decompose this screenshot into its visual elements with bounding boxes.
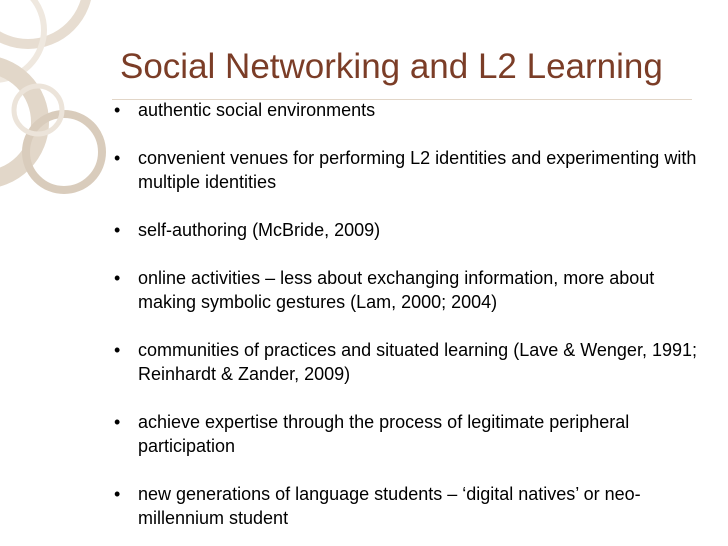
- bullet-list: [112, 98, 712, 546]
- slide-title: Social Networking and L2 Learning: [120, 47, 663, 86]
- bullet-text: convenient venues for performing L2 identities and experimenting with multiple identities: [138, 148, 697, 192]
- bullet-dot-icon: •: [114, 268, 121, 288]
- bullet-text: communities of practices and situated learning (Lave & Wenger, 1991; Reinhardt & Zander, 2009): [138, 340, 697, 384]
- bullet-dot-icon: •: [114, 340, 121, 360]
- bullet-dot-icon: •: [114, 220, 121, 240]
- bullet-dot-icon: •: [114, 412, 121, 432]
- bullet-item: [112, 266, 712, 314]
- bullet-text: new generations of language students – ‘digital natives’ or neo- millennium student: [138, 484, 641, 528]
- bullet-text: achieve expertise through the process of legitimate peripheral participation: [138, 412, 630, 456]
- bullet-item: [112, 98, 712, 122]
- bullet-dot-icon: •: [114, 148, 121, 168]
- bullet-item: [112, 338, 712, 386]
- bullet-text: authentic social environments: [138, 100, 376, 120]
- bullet-text: online activities – less about exchanging information, more about making symbolic gestures (Lam, 2000; 2004): [138, 268, 655, 312]
- bullet-dot-icon: •: [114, 484, 121, 504]
- bullet-item: [112, 146, 712, 194]
- bullet-text: self-authoring (McBride, 2009): [138, 220, 381, 240]
- bullet-item: [112, 410, 712, 458]
- bullet-dot-icon: •: [114, 100, 121, 120]
- bullet-item: [112, 218, 712, 242]
- bullet-item: [112, 482, 712, 530]
